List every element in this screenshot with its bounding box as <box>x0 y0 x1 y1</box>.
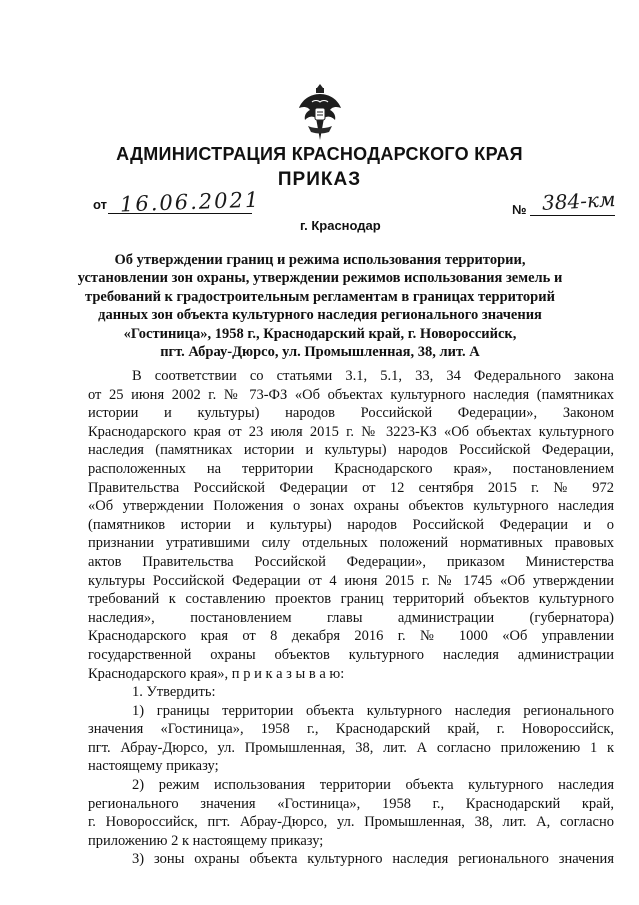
body-line: 3) зоны охраны объекта культурного наследия регионального значения <box>132 851 614 868</box>
body-line: требований к составлению проектов границ территорий объектов культурного <box>88 591 614 608</box>
title-line: Об утверждении границ и режима использования территории, <box>114 252 526 268</box>
body-line: от 25 июня 2002 г. № 73-ФЗ «Об объектах культурного наследия (памятниках <box>88 386 614 403</box>
body-line: культуры Российской Федерации от 4 июня 2015 г. № 1745 «Об утверждении <box>88 572 614 589</box>
body-line: расположенных на территории Краснодарского края», постановлением <box>88 460 614 477</box>
title-line: требований к градостроительным регламентам в границах территорий <box>85 288 555 305</box>
body-line: «Об утверждении Положения о зонах охраны объектов культурного наследия <box>88 498 614 515</box>
city-label: г. Краснодар <box>300 218 381 233</box>
body-line: 1. Утвердить: <box>132 684 216 701</box>
body-line: истории и культуры) народов Российской Федерации», Законом <box>88 405 614 422</box>
document-title <box>70 251 570 361</box>
body-line: наследия», постановлением главы администрации (губернатора) <box>88 609 614 626</box>
number-underline <box>530 215 615 216</box>
title-line: «Гостиница», 1958 г., Краснодарский край, г. Новороссийск, <box>123 325 517 342</box>
body-line: регионального значения «Гостиница», 1958 г., Краснодарский край, <box>88 795 614 812</box>
body-line: пгт. Абрау-Дюрсо, ул. Промышленная, 38, лит. А согласно приложению 1 к <box>88 739 614 756</box>
document-number: 384-км <box>541 187 617 215</box>
document-body <box>88 367 614 869</box>
body-line: значения «Гостиница», 1958 г., Краснодарский край, г. Новороссийск, <box>88 721 614 738</box>
title-line: пгт. Абрау-Дюрсо, ул. Промышленная, 38, лит. А <box>160 344 480 361</box>
body-line: Краснодарского края от 23 июля 2015 г. № 3223-КЗ «Об объектах культурного <box>88 423 614 440</box>
body-line: Правительства Российской Федерации от 12 сентября 2015 г. № 972 <box>88 479 614 496</box>
date-prefix: от <box>93 197 107 212</box>
body-line: Краснодарского края от 8 декабря 2016 г. № 1000 «Об управлении <box>88 628 614 645</box>
agency-name: АДМИНИСТРАЦИЯ КРАСНОДАРСКОГО КРАЯ <box>116 144 523 164</box>
number-prefix: № <box>512 202 527 217</box>
body-line: приложению 2 к настоящему приказу; <box>88 832 324 849</box>
body-line: государственной охраны объектов культурного наследия администрации <box>88 646 614 663</box>
body-line: признании утратившими силу отдельных положений нормативных правовых <box>88 535 614 552</box>
body-line: актов Правительства Российской Федерации», приказом Министерства <box>88 553 614 570</box>
title-line: данных зон объекта культурного наследия регионального значения <box>98 307 542 324</box>
body-line: настоящему приказу; <box>88 758 219 775</box>
body-line: 1) границы территории объекта культурного наследия регионального <box>132 702 614 719</box>
body-line: Краснодарского края», п р и к а з ы в а ю: <box>88 665 345 682</box>
document-type: ПРИКАЗ <box>277 169 362 190</box>
title-line: установлении зон охраны, утверждении режимов использования земель и <box>77 270 563 287</box>
body-line: наследия (памятниках истории и культуры) народов Российской Федерации, <box>88 442 614 459</box>
krasnodar-coat-of-arms-icon <box>296 82 344 142</box>
body-line: 2) режим использования территории объекта культурного наследия <box>132 777 614 794</box>
body-line: (памятников истории и культуры) народов Российской Федерации и о <box>88 516 614 533</box>
body-line: г. Новороссийск, пгт. Абрау-Дюрсо, ул. Промышленная, 38, лит. А, согласно <box>88 814 614 831</box>
body-line: В соответствии со статьями 3.1, 5.1, 33, 34 Федерального закона <box>132 368 614 384</box>
document-date: 16.06.2021 <box>119 187 261 217</box>
